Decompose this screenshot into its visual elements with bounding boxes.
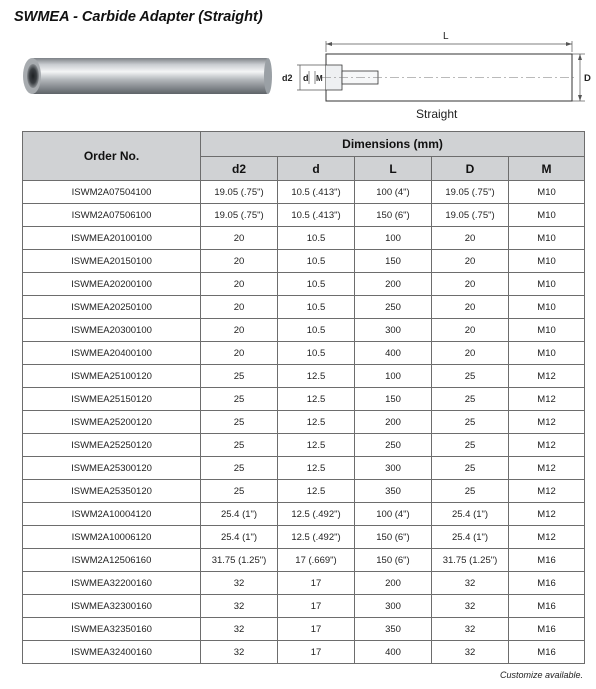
d-cell: 17	[278, 618, 355, 641]
d-outer-cell: 32	[432, 595, 509, 618]
d2-cell: 20	[201, 273, 278, 296]
d-outer-cell: 20	[432, 342, 509, 365]
d2-cell: 20	[201, 250, 278, 273]
d-cell: 10.5	[278, 273, 355, 296]
l-cell: 200	[355, 273, 432, 296]
label-D: D	[584, 73, 591, 84]
table-row	[23, 319, 585, 342]
d-cell: 17	[278, 595, 355, 618]
d-cell: 12.5	[278, 388, 355, 411]
l-cell: 300	[355, 457, 432, 480]
order-no-cell: ISWM2A07504100	[23, 181, 201, 204]
l-cell: 400	[355, 342, 432, 365]
table-row	[23, 296, 585, 319]
l-cell: 350	[355, 480, 432, 503]
drawing-caption: Straight	[416, 107, 458, 121]
m-cell: M16	[509, 549, 585, 572]
m-cell: M10	[509, 319, 585, 342]
m-cell: M12	[509, 388, 585, 411]
d2-cell: 25	[201, 388, 278, 411]
order-no-cell: ISWMEA25100120	[23, 365, 201, 388]
column-header-l: L	[355, 157, 432, 181]
l-arrow-left	[326, 42, 332, 46]
d-outer-cell: 32	[432, 572, 509, 595]
l-cell: 150 (6")	[355, 549, 432, 572]
m-cell: M10	[509, 204, 585, 227]
order-no-cell: ISWMEA20200100	[23, 273, 201, 296]
d-cell: 10.5	[278, 342, 355, 365]
l-arrow-right	[566, 42, 572, 46]
d-cell: 10.5 (.413")	[278, 181, 355, 204]
d-cell: 12.5 (.492")	[278, 503, 355, 526]
table-row	[23, 204, 585, 227]
table-row	[23, 503, 585, 526]
d2-cell: 25	[201, 457, 278, 480]
d-cell: 12.5 (.492")	[278, 526, 355, 549]
spec-table	[22, 131, 585, 664]
d-outer-cell: 25.4 (1")	[432, 526, 509, 549]
order-no-cell: ISWMEA32200160	[23, 572, 201, 595]
d-cell: 12.5	[278, 365, 355, 388]
d-cell: 10.5	[278, 319, 355, 342]
table-row	[23, 549, 585, 572]
d-cell: 12.5	[278, 411, 355, 434]
l-cell: 250	[355, 434, 432, 457]
page-title: SWMEA - Carbide Adapter (Straight)	[14, 9, 263, 25]
column-header-d: d	[278, 157, 355, 181]
order-no-cell: ISWMEA25150120	[23, 388, 201, 411]
l-cell: 100	[355, 365, 432, 388]
m-cell: M10	[509, 250, 585, 273]
m-cell: M12	[509, 480, 585, 503]
d-outer-cell: 32	[432, 618, 509, 641]
d-cell: 17	[278, 572, 355, 595]
l-cell: 250	[355, 296, 432, 319]
m-cell: M12	[509, 526, 585, 549]
l-cell: 150	[355, 250, 432, 273]
d-outer-cell: 20	[432, 319, 509, 342]
m-cell: M12	[509, 457, 585, 480]
d-cell: 17 (.669")	[278, 549, 355, 572]
d-outer-cell: 19.05 (.75")	[432, 204, 509, 227]
customize-note: Customize available.	[499, 670, 583, 680]
d2-cell: 20	[201, 296, 278, 319]
adapter-rod	[30, 58, 270, 94]
d2-cell: 32	[201, 618, 278, 641]
adapter-photo	[20, 55, 276, 97]
table-body	[23, 181, 585, 664]
order-no-cell: ISWMEA20300100	[23, 319, 201, 342]
table-row	[23, 618, 585, 641]
d2-cell: 25.4 (1")	[201, 526, 278, 549]
d2-cell: 31.75 (1.25")	[201, 549, 278, 572]
table-row	[23, 250, 585, 273]
label-d2: d2	[282, 73, 293, 83]
m-cell: M12	[509, 503, 585, 526]
order-no-cell: ISWMEA25250120	[23, 434, 201, 457]
m-cell: M10	[509, 227, 585, 250]
table-row	[23, 273, 585, 296]
table-row	[23, 572, 585, 595]
d2-cell: 32	[201, 595, 278, 618]
d2-cell: 20	[201, 227, 278, 250]
adapter-bore-hole	[27, 64, 39, 88]
technical-drawing	[282, 28, 592, 110]
d-outer-cell: 32	[432, 641, 509, 664]
order-no-cell: ISWMEA20100100	[23, 227, 201, 250]
order-no-cell: ISWMEA20150100	[23, 250, 201, 273]
l-cell: 200	[355, 411, 432, 434]
table-row	[23, 595, 585, 618]
table-row	[23, 365, 585, 388]
order-no-cell: ISWMEA25350120	[23, 480, 201, 503]
d2-cell: 32	[201, 641, 278, 664]
d-outer-cell: 20	[432, 227, 509, 250]
table-row	[23, 411, 585, 434]
d-arrow-top	[578, 54, 582, 60]
table-row	[23, 434, 585, 457]
table-row	[23, 342, 585, 365]
d-cell: 10.5	[278, 227, 355, 250]
l-cell: 300	[355, 595, 432, 618]
d2-cell: 25	[201, 434, 278, 457]
m-cell: M10	[509, 273, 585, 296]
order-no-cell: ISWM2A10006120	[23, 526, 201, 549]
order-no-cell: ISWMEA20250100	[23, 296, 201, 319]
table-row	[23, 388, 585, 411]
l-cell: 100	[355, 227, 432, 250]
d2-cell: 20	[201, 342, 278, 365]
l-cell: 100 (4")	[355, 181, 432, 204]
d-outer-cell: 25	[432, 411, 509, 434]
m-cell: M16	[509, 572, 585, 595]
d-outer-cell: 20	[432, 273, 509, 296]
d2-cell: 25	[201, 365, 278, 388]
m-cell: M12	[509, 365, 585, 388]
d2-cell: 19.05 (.75")	[201, 181, 278, 204]
l-cell: 200	[355, 572, 432, 595]
d-cell: 12.5	[278, 434, 355, 457]
order-no-cell: ISWM2A07506100	[23, 204, 201, 227]
m-cell: M16	[509, 641, 585, 664]
order-no-cell: ISWMEA20400100	[23, 342, 201, 365]
d2-cell: 25	[201, 411, 278, 434]
d2-cell: 19.05 (.75")	[201, 204, 278, 227]
d-cell: 12.5	[278, 457, 355, 480]
d-outer-cell: 25	[432, 457, 509, 480]
table-row	[23, 526, 585, 549]
m-cell: M10	[509, 181, 585, 204]
l-cell: 150 (6")	[355, 204, 432, 227]
order-no-cell: ISWMEA25300120	[23, 457, 201, 480]
table-row	[23, 480, 585, 503]
d-outer-cell: 20	[432, 296, 509, 319]
table-row	[23, 227, 585, 250]
order-no-cell: ISWM2A10004120	[23, 503, 201, 526]
m-cell: M12	[509, 411, 585, 434]
dimensions-header: Dimensions (mm)	[201, 132, 585, 157]
d-outer-cell: 25.4 (1")	[432, 503, 509, 526]
d2-cell: 25.4 (1")	[201, 503, 278, 526]
d-cell: 10.5	[278, 250, 355, 273]
d2-cell: 20	[201, 319, 278, 342]
m-cell: M16	[509, 618, 585, 641]
m-cell: M16	[509, 595, 585, 618]
column-header-d-outer: D	[432, 157, 509, 181]
d-outer-cell: 25	[432, 480, 509, 503]
table-row	[23, 641, 585, 664]
l-cell: 300	[355, 319, 432, 342]
column-header-d2: d2	[201, 157, 278, 181]
order-no-cell: ISWMEA32400160	[23, 641, 201, 664]
order-no-header: Order No.	[23, 132, 201, 181]
order-no-cell: ISWMEA32350160	[23, 618, 201, 641]
d-cell: 10.5	[278, 296, 355, 319]
d-outer-cell: 31.75 (1.25")	[432, 549, 509, 572]
d-outer-cell: 25	[432, 365, 509, 388]
m-cell: M10	[509, 296, 585, 319]
table-row	[23, 457, 585, 480]
order-no-cell: ISWM2A12506160	[23, 549, 201, 572]
d-arrow-bottom	[578, 95, 582, 101]
d-cell: 12.5	[278, 480, 355, 503]
l-cell: 400	[355, 641, 432, 664]
d-cell: 10.5 (.413")	[278, 204, 355, 227]
adapter-rod-end	[264, 58, 272, 94]
d2-cell: 25	[201, 480, 278, 503]
m-cell: M10	[509, 342, 585, 365]
table-row	[23, 181, 585, 204]
label-L: L	[443, 31, 449, 42]
l-cell: 150	[355, 388, 432, 411]
l-cell: 100 (4")	[355, 503, 432, 526]
order-no-cell: ISWMEA32300160	[23, 595, 201, 618]
m-cell: M12	[509, 434, 585, 457]
l-cell: 150 (6")	[355, 526, 432, 549]
d-outer-cell: 20	[432, 250, 509, 273]
label-M: M	[316, 74, 323, 83]
d-outer-cell: 25	[432, 434, 509, 457]
label-d: d	[303, 73, 309, 83]
order-no-cell: ISWMEA25200120	[23, 411, 201, 434]
l-cell: 350	[355, 618, 432, 641]
column-header-m: M	[509, 157, 585, 181]
d-outer-cell: 25	[432, 388, 509, 411]
d-cell: 17	[278, 641, 355, 664]
d2-cell: 32	[201, 572, 278, 595]
d-outer-cell: 19.05 (.75")	[432, 181, 509, 204]
